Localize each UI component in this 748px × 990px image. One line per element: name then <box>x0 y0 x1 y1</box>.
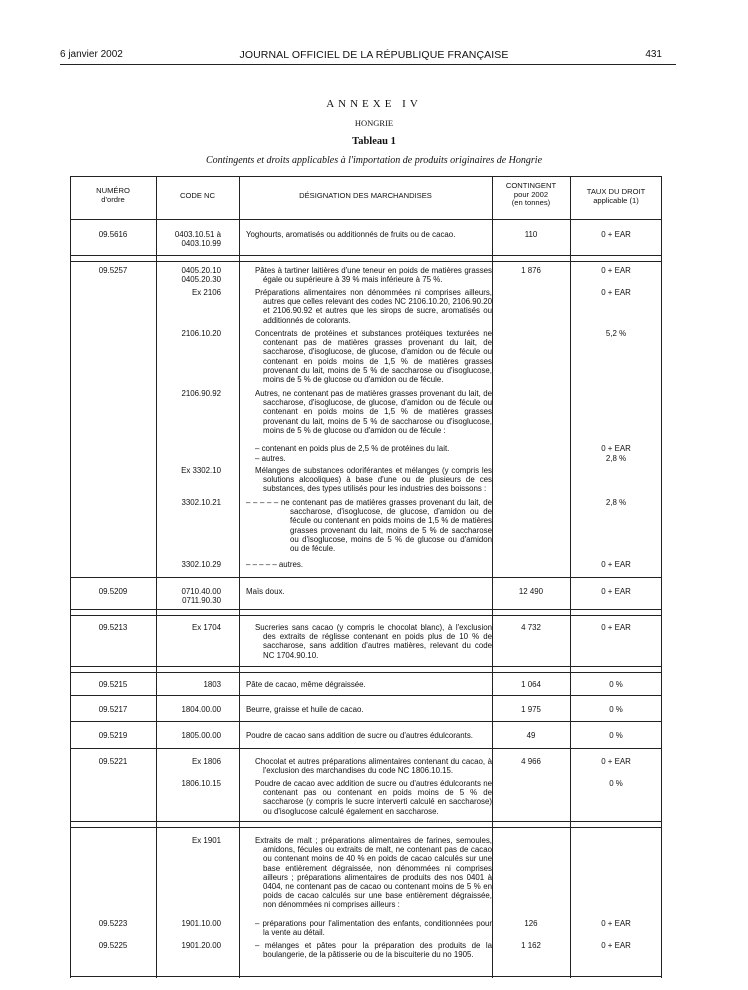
header-contingent: CONTINGENT pour 2002 (en tonnes) <box>505 181 557 208</box>
row-taux: 0 + EAR <box>601 288 631 297</box>
row-code: 1901.10.00 <box>181 919 221 928</box>
header-taux: TAUX DU DROIT applicable (1) <box>586 187 646 205</box>
row-separator <box>70 261 662 262</box>
row-code: 2106.90.92 <box>181 389 221 398</box>
row-contingent: 126 <box>524 919 538 928</box>
row-contingent: 110 <box>524 230 538 239</box>
row-numero: 09.5213 <box>98 623 128 632</box>
page-number: 431 <box>645 49 662 60</box>
annexe-title: ANNEXE IV <box>326 98 422 110</box>
row-separator <box>70 666 662 667</box>
row-contingent: 1 876 <box>521 266 541 275</box>
header-numero: NUMÉRO d'ordre <box>96 186 130 204</box>
row-contingent: 1 064 <box>521 680 541 689</box>
row-code: 2106.10.20 <box>181 329 221 338</box>
row-code: 3302.10.21 <box>181 498 221 507</box>
row-taux: 0 % <box>609 680 623 689</box>
row-designation: Sucreries sans cacao (y compris le chocolat blanc), à l'exclusion des extraits de réglisse contenant en poids plus de 10 % de saccharose, sans addition d'autres matières, relevant du code NC 1704.90.10. <box>255 623 492 660</box>
row-taux: 0 + EAR <box>601 444 631 453</box>
row-numero: 09.5217 <box>98 705 128 714</box>
row-code: Ex 1704 <box>192 623 221 632</box>
row-numero: 09.5257 <box>98 266 128 275</box>
row-designation: Yoghourts, aromatisés ou additionnés de fruits ou de cacao. <box>246 230 456 239</box>
row-code: Ex 1806 <box>192 757 221 766</box>
row-contingent: 4 732 <box>521 623 541 632</box>
row-contingent: 1 162 <box>521 941 541 950</box>
row-separator <box>70 821 662 822</box>
table-title: Tableau 1 <box>352 136 396 147</box>
row-taux: 0 + EAR <box>601 941 631 950</box>
row-taux: 0 % <box>609 731 623 740</box>
table-border-top <box>70 176 662 177</box>
row-designation: Autres, ne contenant pas de matières grasses provenant du lait, de saccharose, d'isoglucose, de glucose, d'amidon ou de fécule ou contenant en poids moins de 1,5 % de matières grasses provenant du lait, moins de 5 % de saccharose ou d'isoglucose, moins de 5 % de glucose ou d'amidon ou de fécule : <box>255 389 492 435</box>
row-numero: 09.5221 <box>98 757 128 766</box>
row-designation: – – – – – autres. <box>246 560 304 569</box>
row-taux: 0 % <box>609 705 623 714</box>
row-code: 0403.10.51 à 0403.10.99 <box>174 230 221 249</box>
row-taux: 2,8 % <box>605 454 627 463</box>
row-taux: 0 + EAR <box>601 919 631 928</box>
row-designation: Beurre, graisse et huile de cacao. <box>246 705 364 714</box>
row-code: 0710.40.00 0711.90.30 <box>181 587 221 606</box>
row-numero: 09.5215 <box>98 680 128 689</box>
row-designation: – mélanges et pâtes pour la préparation des produits de la boulangerie, de la pâtisserie ou de la biscuiterie du no 1905. <box>255 941 492 960</box>
page-date: 6 janvier 2002 <box>60 49 123 60</box>
row-designation: Concentrats de protéines et substances protéiques texturées ne contenant pas de matières grasses provenant du lait, de saccharose, d'isoglucose, de glucose, d'amidon ou de fécule ou contenant en poids moins de 1,5 % de matières grasses provenant du lait, moins de 5 % de saccharose ou d'isoglucose, moins de 5 % de glucose ou d'amidon ou de fécule. <box>255 329 492 385</box>
row-taux: 0 % <box>609 779 623 788</box>
row-code: 1901.20.00 <box>181 941 221 950</box>
row-numero: 09.5219 <box>98 731 128 740</box>
row-separator <box>70 577 662 578</box>
journal-title: JOURNAL OFFICIEL DE LA RÉPUBLIQUE FRANÇAISE <box>239 49 509 61</box>
row-taux: 0 + EAR <box>601 266 631 275</box>
row-code: 1803 <box>203 680 221 689</box>
row-separator <box>70 255 662 256</box>
row-taux: 0 + EAR <box>601 560 631 569</box>
row-code: 0405.20.10 0405.20.30 <box>181 266 221 285</box>
row-designation: Extraits de malt ; préparations alimentaires de farines, semoules, amidons, fécules ou extraits de malt, ne contenant pas de cacao ou contenant moins de 40 % en poids de cacao calculés sur une base entièrement dégraissée, non dénommées ni comprises ailleurs ; préparations alimentaires de produits des nos 0401 à 0404, ne contenant pas de cacao ou contenant moins de 5 % en poids de cacao calculés sur une base entièrement dégraissée, non dénommées ni comprises ailleurs : <box>255 836 492 910</box>
row-numero: 09.5616 <box>98 230 128 239</box>
country-title: HONGRIE <box>354 118 394 128</box>
row-numero: 09.5223 <box>98 919 128 928</box>
row-designation: – contenant en poids plus de 2,5 % de protéines du lait. <box>255 444 450 453</box>
row-code: Ex 3302.10 <box>181 466 221 475</box>
header-designation: DÉSIGNATION DES MARCHANDISES <box>299 191 432 200</box>
header-separator <box>70 219 662 220</box>
row-contingent: 12 490 <box>518 587 544 596</box>
quota-table <box>70 176 662 978</box>
row-designation: Préparations alimentaires non dénommées ni comprises ailleurs, autres que celles relevant des codes NC 2106.10.20, 2106.90.20 et 2106.90.92 et autres que les sirops de sucre, aromatisés ou additionnés de colorants. <box>255 288 492 325</box>
row-designation: Pâtes à tartiner laitières d'une teneur en poids de matières grasses égale ou supérieure à 39 % mais inférieure à 75 %. <box>255 266 492 285</box>
row-contingent: 1 975 <box>521 705 541 714</box>
row-contingent: 4 966 <box>521 757 541 766</box>
row-taux: 5,2 % <box>605 329 627 338</box>
header-code: CODE NC <box>179 191 216 200</box>
row-taux: 0 + EAR <box>601 757 631 766</box>
row-code: 1804.00.00 <box>181 705 221 714</box>
header-rule <box>60 64 676 65</box>
row-designation: – préparations pour l'alimentation des enfants, conditionnées pour la vente au détail. <box>255 919 492 938</box>
row-code: 1806.10.15 <box>181 779 221 788</box>
row-separator <box>70 721 662 722</box>
row-designation: Mélanges de substances odoriférantes et mélanges (y compris les solutions alcooliques) à base d'une ou de plusieurs de ces substances, des types utilisés pour les industries des boissons : <box>255 466 492 494</box>
row-code: 3302.10.29 <box>181 560 221 569</box>
row-code: Ex 2106 <box>192 288 221 297</box>
table-border-bottom <box>70 976 662 977</box>
row-separator <box>70 748 662 749</box>
table-subtitle: Contingents et droits applicables à l'importation de produits originaires de Hongrie <box>205 155 543 166</box>
row-contingent: 49 <box>526 731 536 740</box>
row-numero: 09.5209 <box>98 587 128 596</box>
row-designation: Poudre de cacao sans addition de sucre ou d'autres édulcorants. <box>246 731 473 740</box>
row-numero: 09.5225 <box>98 941 128 950</box>
row-taux: 0 + EAR <box>601 230 631 239</box>
row-designation: – autres. <box>255 454 286 463</box>
row-code: 1805.00.00 <box>181 731 221 740</box>
row-separator <box>70 827 662 828</box>
row-code: Ex 1901 <box>192 836 221 845</box>
row-separator <box>70 695 662 696</box>
row-designation: Chocolat et autres préparations alimentaires contenant du cacao, à l'exclusion des marchandises du code NC 1806.10.15. <box>255 757 492 776</box>
row-designation: Pâte de cacao, même dégraissée. <box>246 680 366 689</box>
row-designation: Poudre de cacao avec addition de sucre ou d'autres édulcorants ne contenant pas ou contenant en poids moins de 5 % de saccharose (y compris le sucre interverti calculé en saccharose) ou d'isoglucose calculé également en saccharose. <box>255 779 492 816</box>
row-separator <box>70 615 662 616</box>
row-separator <box>70 609 662 610</box>
row-taux: 2,8 % <box>605 498 627 507</box>
row-designation: – – – – – ne contenant pas de matières grasses provenant du lait, de saccharose, d'isoglucose, de glucose, d'amidon ou de fécule ou contenant en poids moins de 1,5 % de matières grasses provenant du lait, moins de 5 % de saccharose ou d'isoglucose, moins de 5 % de glucose ou d'amidon ou de fécule. <box>246 498 492 554</box>
row-taux: 0 + EAR <box>601 623 631 632</box>
row-taux: 0 + EAR <box>601 587 631 596</box>
row-designation: Maïs doux. <box>246 587 285 596</box>
row-separator <box>70 672 662 673</box>
